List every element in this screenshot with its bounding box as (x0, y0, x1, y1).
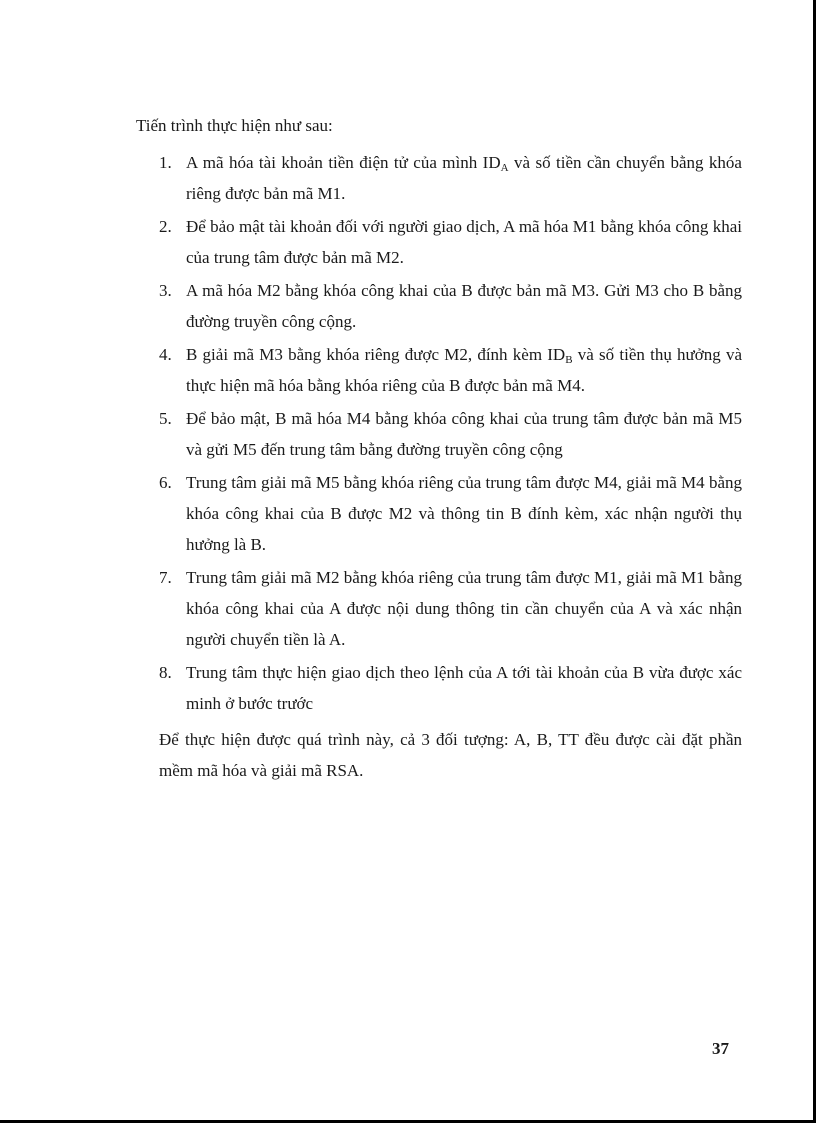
intro-text: Tiến trình thực hiện như sau: (136, 116, 333, 135)
list-item-7 (159, 562, 742, 655)
list-item-5 (159, 403, 742, 465)
item-number: 7. (159, 568, 172, 587)
item-text (186, 339, 742, 401)
closing-paragraph: Để thực hiện được quá trình này, cả 3 đối tượng: A, B, TT đều được cài đặt phần mềm mã hóa và giải mã RSA. (159, 730, 742, 780)
item-text: Để bảo mật tài khoản đối với người giao dịch, A mã hóa M1 bằng khóa công khai của trung tâm được bản mã M2. (186, 217, 742, 267)
item-text-part: và số tiền cần chuyển bằng khóa riêng được bản mã M1. (186, 153, 742, 203)
item-number: 4. (159, 345, 172, 364)
item-text: Trung tâm thực hiện giao dịch theo lệnh của A tới tài khoản của B vừa được xác minh ở bước trước (186, 663, 742, 713)
item-number: 6. (159, 473, 172, 492)
item-text (186, 147, 742, 209)
page-number: 37 (712, 1039, 729, 1058)
steps-list (159, 147, 742, 721)
item-text-part: B giải mã M3 bằng khóa riêng được M2, đính kèm ID (186, 345, 566, 364)
list-item-8 (159, 657, 742, 719)
item-number: 5. (159, 409, 172, 428)
subscript: B (565, 354, 573, 366)
list-item-3 (159, 275, 742, 337)
item-text: A mã hóa M2 bằng khóa công khai của B được bản mã M3. Gửi M3 cho B bằng đường truyền công cộng. (186, 281, 742, 331)
list-item-6 (159, 467, 742, 560)
item-text: Trung tâm giải mã M5 bằng khóa riêng của trung tâm được M4, giải mã M4 bằng khóa công khai của B được M2 và thông tin B đính kèm, xác nhận người thụ hưởng là B. (186, 473, 742, 554)
item-text-part: và số tiền thụ hưởng và thực hiện mã hóa bằng khóa riêng của B được bản mã M4. (186, 345, 743, 395)
list-item-4 (159, 339, 742, 401)
item-text: Trung tâm giải mã M2 bằng khóa riêng của trung tâm được M1, giải mã M1 bằng khóa công khai của A được nội dung thông tin cần chuyển của A và xác nhận người chuyển tiền là A. (186, 568, 742, 649)
subscript: A (500, 162, 509, 174)
list-item-1 (159, 147, 742, 209)
item-number: 8. (159, 663, 172, 682)
item-text: Để bảo mật, B mã hóa M4 bằng khóa công khai của trung tâm được bản mã M5 và gửi M5 đến trung tâm bằng đường truyền công cộng (186, 409, 742, 459)
list-item-2 (159, 211, 742, 273)
item-number: 2. (159, 217, 172, 236)
item-number: 1. (159, 153, 172, 172)
item-text-part: A mã hóa tài khoản tiền điện tử của mình ID (186, 153, 501, 172)
item-number: 3. (159, 281, 172, 300)
